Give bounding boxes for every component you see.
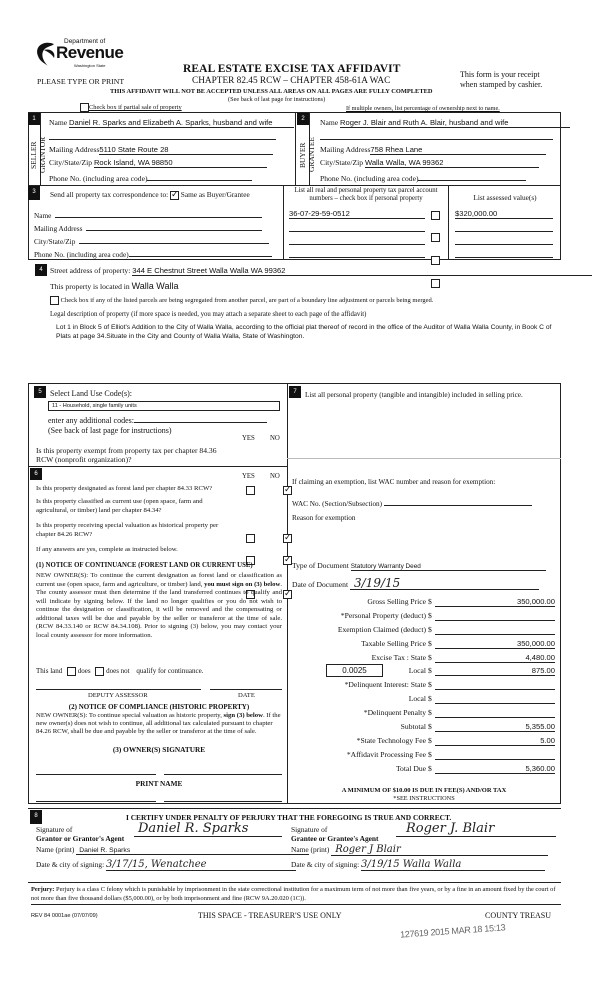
partial-sale-checkbox[interactable]	[80, 103, 89, 112]
forest-land-no-checkbox[interactable]	[283, 534, 292, 543]
doc-date-row: Date of Document 3/19/15	[292, 577, 539, 590]
minimum-due-note: A MINIMUM OF $10.00 IS DUE IN FEE(S) AND/OR TAX	[341, 787, 507, 794]
does-checkbox[interactable]	[67, 667, 76, 676]
send-correspondence-row: Send all property tax correspondence to: ✓ Same as Buyer/Grantee	[50, 190, 250, 200]
parcel-header: List all real and personal property tax parcel account numbers – check box if personal property	[294, 187, 438, 202]
partial-sale-label: Check box if partial sale of property	[89, 103, 182, 111]
exempt-yes-checkbox[interactable]	[246, 486, 255, 495]
receipt-note-1: This form is your receipt	[460, 70, 540, 79]
wac-field[interactable]	[384, 497, 532, 506]
see-back-note: (See back of last page for instructions)	[228, 96, 326, 103]
legal-description-text[interactable]: Lot 1 in Block 5 of Elliot's Addition to the City of Walla Walla, according to the official plat thereof of record in the office of the Auditor of Walla Walla County, in Book C of Plats at page 34.Situate in the City and County of Walla Walla, State of Washington.	[56, 324, 552, 340]
grantor-name-row: Name (print) Daniel R. Sparks	[36, 845, 309, 855]
certify-statement: I CERTIFY UNDER PENALTY OF PERJURY THAT THE FOREGOING IS TRUE AND CORRECT.	[126, 813, 452, 822]
this-land-row: This land does does not qualify for continuance.	[36, 667, 204, 676]
please-type-label: PLEASE TYPE OR PRINT	[37, 77, 125, 86]
affidavit-fee-label: *Affidavit Processing Fee	[346, 750, 426, 759]
subtotal-label: Subtotal	[400, 722, 426, 731]
street-address-row: Street address of property: 344 E Chestnut Street Walla Walla WA 99362	[50, 266, 592, 276]
forest-land-yes-checkbox[interactable]	[246, 534, 255, 543]
forest-land-question: Is this property designated as forest land per chapter 84.33 RCW? ✓	[0, 48, 600, 58]
exempt-no-checkbox[interactable]	[283, 486, 292, 495]
seller-address-row: Mailing Address5110 State Route 28	[49, 145, 273, 155]
s3-name-row: Name	[34, 209, 262, 220]
seller-phone-row: Phone No. (including area code)	[49, 172, 252, 183]
total-due-field[interactable]: 5,360.00	[435, 764, 555, 774]
print-name-label: PRINT NAME	[135, 779, 183, 788]
personal-property-checkbox[interactable]	[431, 211, 440, 220]
grantee-date-field[interactable]: 3/19/15 Walla Walla	[361, 860, 545, 871]
date-label: DATE	[238, 692, 255, 699]
dor-logo	[34, 38, 124, 72]
legal-description-label: Legal description of property (if more space is needed, you may attach a separate sheet to each page of the affidavit)	[50, 311, 367, 318]
parcel-row-1	[0, 10, 600, 20]
buyer-city-row: City/State/Zip Walla Walla, WA 99362	[320, 158, 539, 168]
seller-address-field[interactable]: 5110 State Route 28	[99, 145, 273, 155]
parcel-number-field[interactable]	[289, 222, 425, 232]
grantee-date-row: Date & city of signing: 3/19/15 Walla Walla	[291, 860, 545, 871]
deputy-assessor-line[interactable]	[36, 689, 201, 690]
assessed-value-field[interactable]	[455, 222, 553, 232]
section-8-badge: 8	[30, 810, 42, 824]
buyer-address-row: Mailing Address758 Rhea Lane	[320, 145, 546, 155]
s5-yes-header: YES	[242, 435, 255, 442]
buyer-address-field[interactable]: 758 Rhea Lane	[370, 145, 546, 155]
county-treasurer-label: COUNTY TREASU	[485, 911, 552, 920]
owner-signature-line-2[interactable]	[164, 774, 282, 775]
perjury-notice: Perjury: Perjury is a class C felony which is punishable by imprisonment in the state correctional institution for a maximum term of not more than five years, or by a fine in an amount fixed by the court of not more than five thousand dollars ($5,000.00), or by both imprisonment and fine (RCW 9A.20.020 (1C)).	[31, 886, 561, 905]
grantee-signature-field[interactable]: Roger J. Blair	[396, 822, 556, 837]
personal-property-deduct-field[interactable]	[435, 611, 555, 621]
seller-name-field[interactable]: Daniel R. Sparks and Elizabeth A. Sparks, husband and wife	[69, 118, 294, 128]
print-name-line-2[interactable]	[164, 801, 282, 802]
buyer-phone-row: Phone No. (including area code)	[320, 172, 526, 183]
historical-no-checkbox[interactable]	[283, 590, 292, 599]
s3-name-field[interactable]	[55, 209, 262, 218]
located-in-field[interactable]: Walla Walla	[131, 281, 179, 291]
s5-no-header: NO	[270, 435, 280, 442]
multiple-owners-note: If multiple owners, list percentage of ownership next to name.	[346, 105, 500, 112]
s3-phone-row: Phone No. (including area code)	[34, 248, 272, 259]
cashier-stamp: 127619 2015 MAR 18 15:13	[399, 922, 506, 940]
section-5-badge: 5	[34, 386, 46, 398]
deputy-assessor-label: DEPUTY ASSESSOR	[88, 692, 148, 699]
grantor-date-field[interactable]: 3/17/15, Wenatchee	[106, 860, 296, 871]
excise-local-field[interactable]: 875.00	[435, 666, 555, 676]
s3-address-row: Mailing Address	[34, 222, 262, 233]
historical-question: Is this property receiving special valuation as historical property per chapter 84.26 RCW? ✓	[0, 68, 600, 78]
page-title: REAL ESTATE EXCISE TAX AFFIDAVIT	[183, 63, 401, 75]
seller-phone-field[interactable]	[147, 172, 252, 181]
if-yes-instruction: If any answers are yes, complete as instructed below.	[36, 546, 178, 553]
receipt-note-2: when stamped by cashier.	[460, 80, 543, 89]
logo-dept-text: Department of	[64, 38, 106, 45]
personal-property-checkbox[interactable]	[431, 233, 440, 242]
taxable-selling-label: Taxable Selling Price	[361, 639, 426, 648]
excise-state-field[interactable]: 4,480.00	[435, 653, 555, 663]
located-in-row: This property is located in Walla Walla	[50, 281, 179, 291]
delinquent-interest-local-field[interactable]	[435, 694, 555, 704]
print-name-line-1[interactable]	[36, 801, 156, 802]
reason-label: Reason for exemption	[292, 514, 356, 522]
s3-city-field[interactable]	[79, 235, 269, 244]
parcel-row-2	[0, 19, 600, 29]
notice-continuance-text: NEW OWNER(S): To continue the current designation as forest land or classification as current use (open space, farm and agriculture, or timber) land, you must sign on (3) below. The county assessor must then determine if the land transferred continues to qualify and will indicate by signing below. If the land no longer qualifies or you do not wish to continue the designation or classification, it will be removed and the compensating or additional taxes will be due and payable by the seller or transferor at the time of sale. (RCW 84.33.140 or RCW 84.34.108). Prior to signing (3) below, you may contact your local county assessor for more information.	[36, 572, 282, 639]
exemption-claimed-field[interactable]	[435, 625, 555, 635]
delinquent-interest-state-field[interactable]	[435, 680, 555, 690]
grantor-date-row: Date & city of signing: 3/17/15, Wenatchee	[36, 860, 296, 871]
section-1-badge: 1	[28, 113, 40, 125]
notice-continuance-title: (1) NOTICE OF CONTINUANCE (FOREST LAND OR CURRENT USE)	[36, 562, 253, 569]
personal-property-deduct-label: *Personal Property (deduct)	[340, 611, 426, 620]
assessed-value-field[interactable]	[455, 235, 553, 245]
personal-property-field[interactable]	[292, 414, 556, 454]
section-3-badge: 3	[28, 186, 40, 200]
doc-type-field[interactable]: Statutory Warranty Deed	[351, 563, 546, 571]
delinquent-penalty-label: *Delinquent Penalty	[363, 708, 426, 717]
section-4-badge: 4	[35, 264, 47, 276]
partial-sale-row	[80, 103, 182, 112]
grantor-sig-label: Signature of Grantor or Grantor's Agent	[36, 825, 125, 843]
additional-codes-field[interactable]	[134, 414, 267, 423]
exemption-label: If claiming an exemption, list WAC number and reason for exemption:	[292, 478, 496, 486]
buyer-name-field[interactable]: Roger J. Blair and Ruth A. Blair, husband and wife	[340, 118, 570, 128]
s3-address-field[interactable]	[86, 222, 262, 231]
current-use-question: Is this property classified as current use (open space, farm and agricultural, or timber) land per chapter 84.34? ✓	[0, 58, 600, 68]
total-due-label: Total Due	[395, 764, 426, 773]
state-tech-fee-field[interactable]: 5.00	[435, 736, 555, 746]
segregated-row: Check box if any of the listed parcels are being segregated from another parcel, are part of a boundary line adjustment or parcels being merged.	[50, 296, 433, 305]
delinquent-interest-local-label: Local	[408, 694, 426, 703]
gross-selling-field[interactable]: 350,000.00	[435, 597, 555, 607]
delinquent-penalty-field[interactable]	[435, 708, 555, 718]
delinquent-interest-state-label: *Delinquent Interest: State	[344, 680, 426, 689]
assessed-header: List assessed value(s)	[473, 193, 537, 202]
seller-side-label: SELLER GRANTOR	[29, 136, 47, 174]
land-use-label: Select Land Use Code(s):	[50, 389, 132, 398]
treasurer-use-label: THIS SPACE - TREASURER'S USE ONLY	[198, 911, 342, 920]
parcel-number-field[interactable]: 36-07-29-59-0512	[289, 209, 425, 219]
assessed-value-field[interactable]: $320,000.00	[455, 209, 553, 219]
taxable-selling-field[interactable]: 350,000.00	[435, 639, 555, 649]
exempt-question: Is this property exempt from property tax per chapter 84.36 RCW (nonprofit organization)?	[36, 446, 217, 464]
excise-state-label: Excise Tax : State	[371, 653, 426, 662]
s6-yes-header: YES	[242, 473, 255, 480]
section-7-badge: 7	[289, 386, 301, 398]
grantee-sig-label: Signature of Grantee or Grantee's Agent	[291, 825, 379, 843]
buyer-side-label: BUYER GRANTEE	[298, 137, 316, 173]
notice-compliance-text: NEW OWNER(S): To continue special valuation as historic property, sign (3) below. If the new owner(s) does not wish to continue, all additional tax calculated pursuant to chapter 84.26 RCW, shall be due and payable by the seller or transferor at the time of sale.	[36, 712, 281, 735]
personal-property-checkbox[interactable]	[431, 279, 440, 288]
logo-word: Revenue	[56, 43, 124, 62]
personal-property-checkbox[interactable]	[431, 256, 440, 265]
see-instructions-note: *SEE INSTRUCTIONS	[393, 795, 455, 802]
excise-local-label: Local	[408, 666, 426, 675]
assessed-value-field[interactable]	[455, 248, 553, 258]
s3-phone-field[interactable]	[129, 248, 272, 257]
grantee-name-row: Name (print) Roger J Blair	[291, 845, 548, 856]
state-tech-fee-label: *State Technology Fee	[356, 736, 426, 745]
gross-selling-label: Gross Selling Price	[367, 597, 426, 606]
current-use-no-checkbox[interactable]	[283, 556, 292, 565]
form-revision: REV 84 0001ae (07/07/09)	[31, 913, 98, 919]
seller-city-row: City/State/Zip Rock Island, WA 98850	[49, 158, 267, 168]
personal-property-label: List all personal property (tangible and intangible) included in selling price.	[305, 391, 523, 399]
chapter-ref: CHAPTER 82.45 RCW – CHAPTER 458-61A WAC	[192, 76, 391, 86]
grantee-name-field[interactable]: Roger J Blair	[331, 845, 548, 856]
grantor-signature-field[interactable]: Daniel R. Sparks	[134, 822, 282, 837]
segregated-checkbox[interactable]	[50, 296, 59, 305]
seller-city-field[interactable]: Rock Island, WA 98850	[94, 158, 267, 168]
s3-city-row: City/State/Zip	[34, 235, 269, 246]
buyer-phone-field[interactable]	[418, 172, 526, 181]
land-use-select[interactable]: 11 - Household, single family units	[48, 401, 280, 411]
wac-row: WAC No. (Section/Subsection)	[292, 497, 532, 508]
affidavit-fee-field[interactable]	[435, 750, 555, 760]
subtotal-field[interactable]: 5,355.00	[435, 722, 555, 732]
seller-name-row: Name Daniel R. Sparks and Elizabeth A. Sparks, husband and wife	[49, 118, 294, 128]
street-address-field[interactable]: 344 E Chestnut Street Walla Walla WA 99362	[132, 266, 592, 276]
section-2-badge: 2	[297, 113, 309, 125]
exemption-claimed-label: Exemption Claimed (deduct)	[337, 625, 426, 634]
warning-text: THIS AFFIDAVIT WILL NOT BE ACCEPTED UNLESS ALL AREAS ON ALL PAGES ARE FULLY COMPLETED	[110, 88, 433, 95]
local-rate-box[interactable]: 0.0025	[326, 664, 383, 677]
notice-compliance-title: (2) NOTICE OF COMPLIANCE (HISTORIC PROPERTY)	[68, 703, 250, 711]
section-6-badge: 6	[30, 468, 42, 480]
revenue-logo-icon	[34, 40, 58, 68]
owner-signature-title: (3) OWNER(S) SIGNATURE	[112, 745, 206, 754]
owner-signature-line-1[interactable]	[36, 774, 156, 775]
reason-field[interactable]	[292, 526, 556, 556]
s5-see-back: (See back of last page for instructions)	[48, 426, 172, 435]
buyer-city-field[interactable]: Walla Walla, WA 99362	[365, 158, 539, 168]
grantor-name-field[interactable]: Daniel R. Sparks	[76, 847, 309, 855]
additional-codes-row: enter any additional codes:	[48, 414, 267, 425]
parcel-number-field[interactable]	[289, 235, 425, 245]
does-not-checkbox[interactable]	[95, 667, 104, 676]
s6-no-header: NO	[270, 473, 280, 480]
buyer-name-row: Name Roger J. Blair and Ruth A. Blair, husband and wife	[320, 118, 570, 128]
doc-type-row: Type of Document Statutory Warranty Deed	[292, 561, 546, 571]
doc-date-field[interactable]: 3/19/15	[350, 577, 539, 590]
same-as-buyer-checkbox[interactable]	[170, 191, 179, 200]
parcel-number-field[interactable]	[289, 248, 425, 258]
logo-state-text: Washington State	[74, 63, 106, 68]
assessor-date-line[interactable]	[210, 689, 282, 690]
